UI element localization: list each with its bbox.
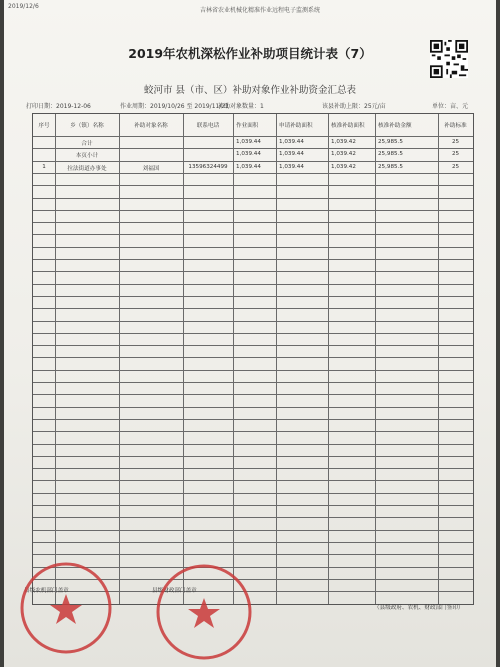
table-row-line <box>33 542 473 543</box>
table-row-line <box>33 271 473 272</box>
table-row-line <box>33 530 473 531</box>
table-cell: 1,039.44 <box>279 151 304 158</box>
table-cell: 本页小计 <box>75 153 99 160</box>
table-row-line <box>33 394 473 395</box>
unit-label: 单位：亩、元 <box>432 103 469 110</box>
page-title: 2019年农机深松作业补助项目统计表（7） <box>128 46 372 61</box>
table-row-line <box>33 493 473 494</box>
column-header: 乡（镇）名称 <box>70 123 104 129</box>
table-cell: 1,039.44 <box>236 139 261 145</box>
table-row-line <box>33 456 473 457</box>
subsidy-table <box>32 113 474 605</box>
table-row-line <box>33 173 473 174</box>
table-column-line <box>276 114 277 604</box>
table-cell: 25 <box>451 139 460 145</box>
table-column-line <box>375 114 376 604</box>
table-cell: 合计 <box>81 141 93 147</box>
table-cell: 25 <box>451 163 460 170</box>
table-cell: 25,985.5 <box>378 139 403 145</box>
table-column-line <box>233 114 234 604</box>
qr-code-icon <box>430 40 468 78</box>
table-row-line <box>33 148 473 149</box>
column-header: 申请补助面积 <box>279 123 313 129</box>
table-cell: 25,985.5 <box>378 163 403 170</box>
document-page <box>4 0 496 667</box>
work-period: 作业周期：2019/10/26 至 2019/11/21 <box>120 103 229 110</box>
column-header: 作业面积 <box>236 123 259 129</box>
table-row-line <box>33 357 473 358</box>
table-row-line <box>33 185 473 186</box>
table-row-line <box>33 247 473 248</box>
table-cell: 1,039.44 <box>236 151 261 158</box>
system-name: 吉林省农业机械化精准作业远程电子监测系统 <box>200 7 321 14</box>
page-subtitle: 蛟河市 县（市、区）补助对象作业补助资金汇总表 <box>143 85 357 96</box>
table-row-line <box>33 210 473 211</box>
column-header: 核准补助金额 <box>378 123 412 129</box>
table-row-line <box>33 161 473 162</box>
table-row-line <box>33 419 473 420</box>
column-header: 序号 <box>38 123 50 129</box>
footer-note: （县级政府、农机、财政部门签印） <box>374 605 464 611</box>
table-cell: 25 <box>451 151 460 158</box>
table-row-line <box>33 431 473 432</box>
table-row-line <box>33 382 473 383</box>
column-header: 核准补助面积 <box>331 123 365 129</box>
subsidy-cap: 该县补助上限：25元/亩 <box>322 103 386 110</box>
table-cell: 拉法街道办事处 <box>67 165 107 172</box>
table-row-line <box>33 259 473 260</box>
table-row-line <box>33 480 473 481</box>
table-row-line <box>33 505 473 506</box>
table-cell: 1,039.42 <box>331 139 356 145</box>
table-cell: 1 <box>42 163 46 170</box>
print-date: 打印日期：2019-12-06 <box>26 103 91 110</box>
column-header: 补助对象名称 <box>134 123 168 129</box>
table-row-line <box>33 198 473 199</box>
table-row-line <box>33 468 473 469</box>
table-cell: 1,039.42 <box>331 151 356 158</box>
table-cell: 1,039.44 <box>236 163 261 170</box>
finance-bureau-seal <box>154 562 254 662</box>
agriculture-bureau-seal <box>18 560 114 656</box>
table-cell: 25,985.5 <box>378 151 403 158</box>
table-row-line <box>33 284 473 285</box>
table-cell: 1,039.44 <box>279 139 304 145</box>
table-cell: 13596324499 <box>188 163 228 170</box>
table-row-line <box>33 333 473 334</box>
table-row-line <box>33 222 473 223</box>
table-column-line <box>183 114 184 604</box>
table-row-line <box>33 554 473 555</box>
table-column-line <box>55 114 56 604</box>
left-signature-label: 县级农机部门盖章 <box>24 588 69 594</box>
table-row-line <box>33 308 473 309</box>
table-row-line <box>33 517 473 518</box>
table-row-line <box>33 234 473 235</box>
table-row-line <box>33 444 473 445</box>
table-row-line <box>33 370 473 371</box>
column-header: 联系电话 <box>196 123 220 129</box>
table-cell: 刘福国 <box>142 165 160 172</box>
table-row-line <box>33 296 473 297</box>
middle-signature-label: 县级财政部门盖章 <box>152 588 197 594</box>
table-row-line <box>33 136 473 137</box>
table-row-line <box>33 345 473 346</box>
column-header: 补助标准 <box>444 123 467 129</box>
table-cell: 1,039.42 <box>331 163 356 170</box>
table-column-line <box>438 114 439 604</box>
table-column-line <box>119 114 120 604</box>
table-row-line <box>33 321 473 322</box>
date-stamp: 2019/12/6 <box>8 3 39 10</box>
table-column-line <box>328 114 329 604</box>
table-cell: 1,039.44 <box>279 163 304 170</box>
subsidy-count: 补助对象数量：1 <box>218 103 264 110</box>
table-row-line <box>33 407 473 408</box>
